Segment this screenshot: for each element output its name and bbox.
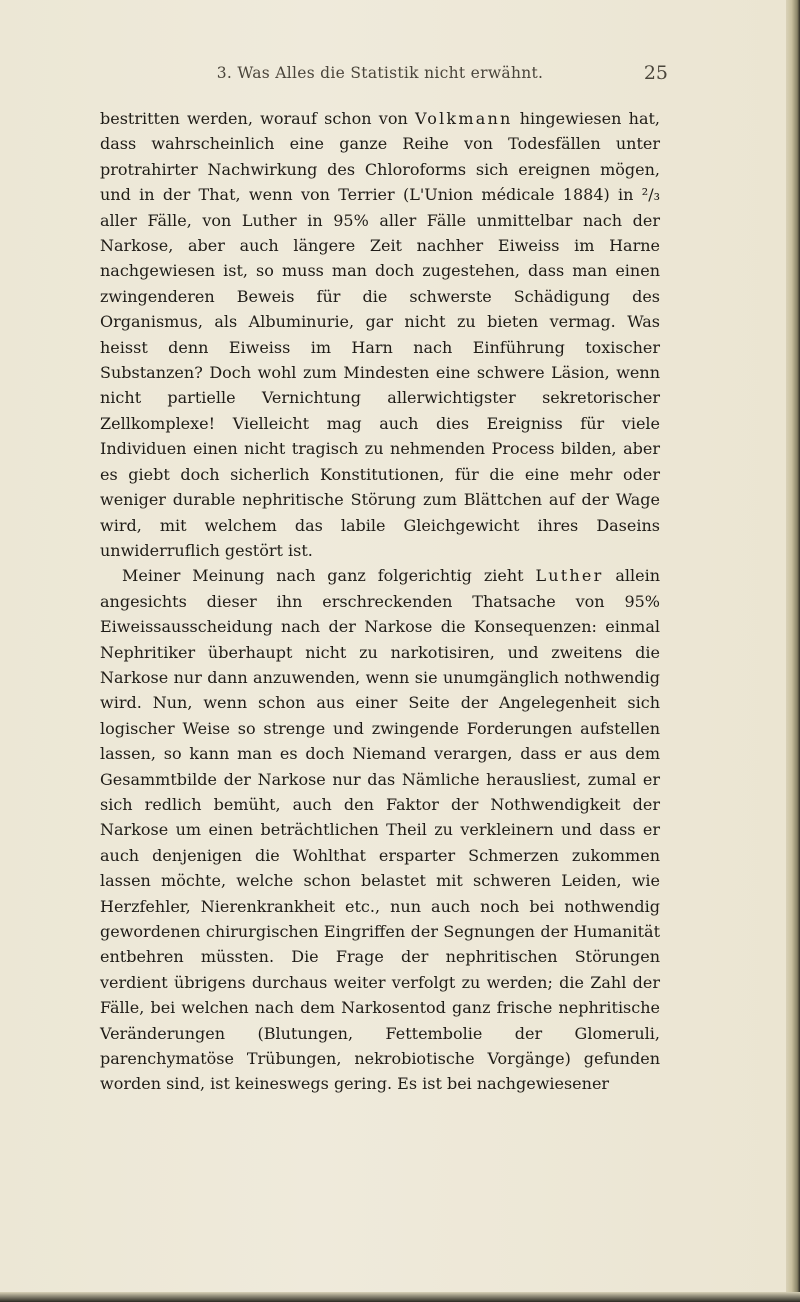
author-name-volkmann: Volkmann [415, 109, 513, 128]
page-number: 25 [643, 62, 668, 84]
paragraph-1-text-start: bestritten werden, worauf schon von [100, 109, 415, 128]
paragraph-1 [100, 106, 660, 563]
chapter-title: 3. Was Alles die Statistik nicht erwähnt. [216, 64, 544, 82]
page-bottom-shadow [0, 1292, 800, 1302]
author-name-luther: Luther [535, 566, 604, 586]
paragraph-2-text-start: Meiner Meinung nach ganz folgerichtig zieht [122, 566, 536, 586]
paragraph-2-text-rest: allein angesichts dieser ihn erschreckenden Thatsache von 95% Eiweissausscheidung nach der Narkose die Konsequenzen: einmal Nephritiker überhaupt nicht zu narkotisiren, und zweitens die Narkose nur dann anzuwenden, wenn sie unumgänglich nothwendig wird. Nun, wenn schon aus einer Seite der Angelegenheit sich logischer Weise so strenge und zwingende Forderungen aufstellen lassen, so kann man es doch Niemand verargen, dass er aus dem Gesammtbilde der Narkose nur das Nämliche herausliest, zumal er sich redlich bemüht, auch den Faktor der Nothwendigkeit der Narkose um einen beträchtlichen Theil zu verkleinern und dass er auch denjenigen die Wohlthat ersparter Schmerzen zukommen lassen möchte, welche schon belastet mit schweren Leiden, wie Herzfehler, Nierenkrankheit etc., nun auch noch bei nothwendig gewordenen chirurgischen Eingriffen der Segnungen der Humanität entbehren müssten. Die Frage der nephritischen Störungen verdient übrigens durchaus weiter verfolgt zu werden; die Zahl der Fälle, bei welchen nach dem Narkosentod ganz frische nephritische Veränderungen (Blutungen, Fettembolie der Glomeruli, parenchymatöse Trübungen, nekrobiotische Vorgänge) gefunden worden sind, ist keineswegs gering. Es ist bei nachgewiesener [100, 566, 661, 1094]
page-edge-shadow [786, 0, 800, 1302]
paragraph-2 [100, 563, 660, 1097]
running-head [100, 62, 668, 92]
paragraph-1-text-rest: hingewiesen hat, dass wahrscheinlich eine ganze Reihe von Todesfällen unter protrahirter Nachwirkung des Chloroforms sich ereignen mögen, und in der That, wenn von Terrier (L'Union médicale 1884) in ²/₃ aller Fälle, von Luther in 95% aller Fälle unmittelbar nach der Narkose, aber auch längere Zeit nachher Eiweiss im Harne nachgewiesen ist, so muss man doch zugestehen, dass man einen zwingenderen Beweis für die schwerste Schädigung des Organismus, als Albuminurie, gar nicht zu bieten vermag. Was heisst denn Eiweiss im Harn nach Einführung toxischer Substanzen? Doch wohl zum Mindesten eine schwere Läsion, wenn nicht partielle Vernichtung allerwichtigster sekretorischer Zellkomplexe! Vielleicht mag auch dies Ereigniss für viele Individuen einen nicht tragisch zu nehmenden Process bilden, aber es giebt doch sicherlich Konstitutionen, für die eine mehr oder weniger durable nephritische Störung zum Blättchen auf der Wage wird, mit welchem das labile Gleichgewicht ihres Daseins unwiderruflich gestört ist. [100, 109, 660, 560]
body-text [100, 106, 660, 1097]
